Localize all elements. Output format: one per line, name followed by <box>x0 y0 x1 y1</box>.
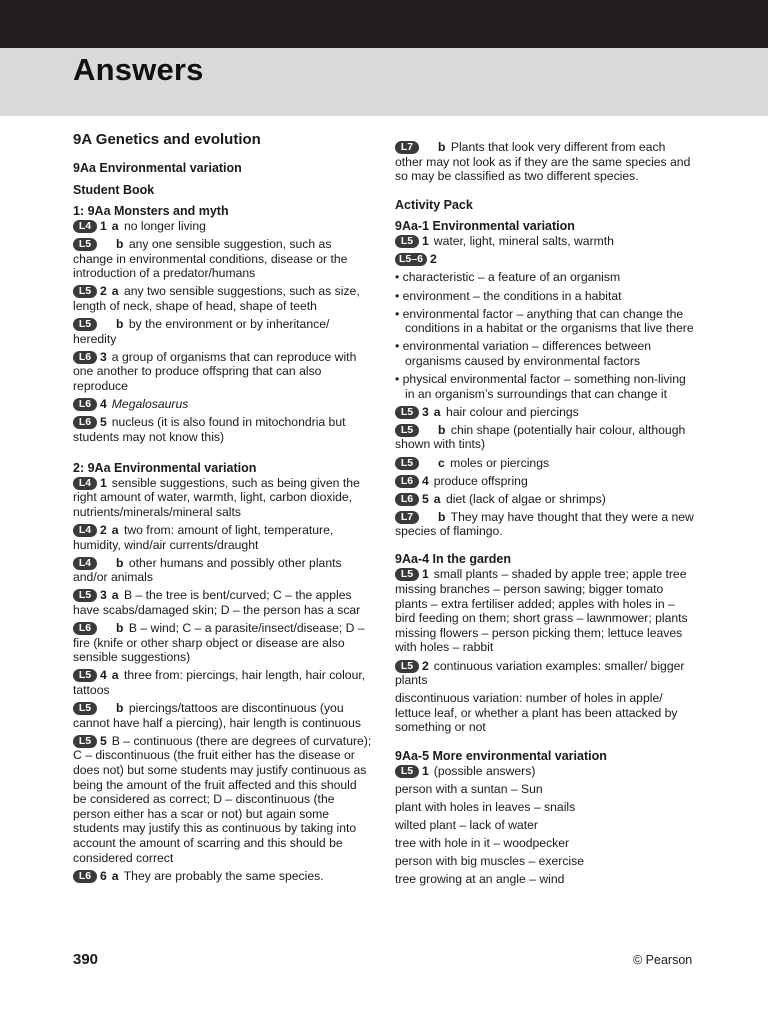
answer-text: Megalosaurus <box>111 397 189 412</box>
sub-question-letter: b <box>116 701 124 716</box>
answer-item <box>395 474 695 489</box>
answer-item <box>395 456 695 471</box>
answer-item <box>73 219 373 234</box>
answer-item <box>73 237 373 281</box>
sub-question-letter: b <box>438 422 446 437</box>
level-badge: L4 <box>73 477 97 490</box>
answer-text: hair colour and piercings <box>445 404 579 419</box>
bullet-item: • physical environmental factor – something non-living in an organism’s surroundings that can change it <box>395 372 686 401</box>
sub-question-letter: b <box>116 621 124 636</box>
answer-text: They are probably the same species. <box>123 868 324 883</box>
answer-text: three from: piercings, hair length, hair colour, tattoos <box>73 668 366 698</box>
book-title: Student Book <box>73 183 155 197</box>
question-number: 4 <box>100 397 107 412</box>
answer-note: discontinuous variation: number of holes in apple/ lettuce leaf, or whether a plant has been attacked by something or not <box>395 691 678 735</box>
level-badge: L5 <box>395 660 419 673</box>
answer-text: other humans and possibly other plants and/or animals <box>73 555 342 585</box>
answer-item <box>73 588 373 617</box>
group-title: 9Aa-1 Environmental variation <box>395 219 575 234</box>
left-column <box>73 131 373 887</box>
question-number: 5 <box>100 415 107 430</box>
sub-question-letter: b <box>116 317 124 332</box>
answer-text: B – the tree is bent/curved; C – the apples have scabs/damaged skin; D – the person has a scar <box>73 588 361 618</box>
answer-text: no longer living <box>123 219 206 233</box>
level-badge: L5 <box>395 765 419 778</box>
bullet-item: • characteristic – a feature of an organism <box>395 270 621 285</box>
answer-text: moles or piercings <box>450 455 550 470</box>
answer-text: diet (lack of algae or shrimps) <box>445 491 606 506</box>
level-badge: L5 <box>73 702 97 715</box>
sub-question-letter: a <box>111 868 119 883</box>
answer-item: L5 1 (possible answers) <box>395 764 695 779</box>
answer-item <box>73 701 373 730</box>
answer-text: small plants – shaded by apple tree; apple tree missing branches – person sawing; bigger tomato plants – extra fertiliser added; apples with holes in – bird feeding on them; short grass – lawnmower; plants missing flowers – person picking them; lettuce leaves with holes – rabbit <box>395 567 688 655</box>
level-badge: L6 <box>73 351 97 364</box>
answer-text: produce offspring <box>433 473 528 488</box>
answer-item <box>395 423 695 452</box>
answer-list <box>395 567 695 687</box>
answer-text: continuous variation examples: smaller/ bigger plants <box>395 658 685 688</box>
answer-text: B – wind; C – a parasite/insect/disease; D – fire (knife or other sharp object or disease are also sensible suggestions) <box>73 621 365 665</box>
level-badge: L7 <box>395 141 419 154</box>
definition-list <box>395 270 695 401</box>
level-badge: L5 <box>73 318 97 331</box>
bullet-item: • environment – the conditions in a habitat <box>395 288 622 303</box>
sub-question-letter: a <box>111 588 119 603</box>
level-badge: L4 <box>73 220 97 233</box>
question-number: 2 <box>100 523 107 538</box>
question-number: 3 <box>100 588 107 603</box>
level-badge: L6 <box>395 493 419 506</box>
sub-question-letter: a <box>111 284 119 299</box>
answer-line: wilted plant – lack of water <box>395 817 538 832</box>
bullet-item: • environmental factor – anything that can change the conditions in a habitat or the organisms that live there <box>395 306 694 336</box>
answer-item <box>73 476 373 520</box>
answer-text: any one sensible suggestion, such as change in environmental conditions, disease or the introduction of a predator/humans <box>73 237 348 281</box>
answer-text: two from: amount of light, temperature, humidity, wind/air currents/draught <box>73 523 334 552</box>
question-number: 1 <box>100 219 107 233</box>
level-badge: L5 <box>73 589 97 602</box>
sub-question-letter: a <box>111 219 119 233</box>
bullet-item: • environmental variation – differences between organisms caused by environmental factors <box>395 339 652 368</box>
answer-text: by the environment or by inheritance/ heredity <box>73 317 330 346</box>
answer-item <box>73 317 373 346</box>
answer-item <box>395 567 695 655</box>
answer-line: plant with holes in leaves – snails <box>395 799 576 814</box>
right-column <box>395 140 695 890</box>
question-number: 3 <box>422 404 429 419</box>
answer-text: sensible suggestions, such as being given the right amount of water, warmth, light, carbon dioxide, nutrients/minerals/mineral salts <box>73 475 360 519</box>
page-number: 390 <box>73 951 99 968</box>
answer-lines <box>395 782 695 887</box>
copyright: © Pearson <box>633 953 693 967</box>
question-number: 6 <box>100 868 107 883</box>
question-number: 2 <box>422 658 429 673</box>
answer-list <box>73 219 373 444</box>
level-badge: L6 <box>73 870 97 883</box>
answer-item <box>73 869 373 884</box>
answer-item <box>73 284 373 313</box>
answer-text: nucleus (it is also found in mitochondria but students may not know this) <box>73 415 346 444</box>
answer-text: any two sensible suggestions, such as size, length of neck, shape of head, shape of teeth <box>73 284 360 313</box>
page-title: Answers <box>73 52 204 87</box>
section-title: 9A Genetics and evolution <box>73 131 261 148</box>
subsection-title: 9Aa Environmental variation <box>73 161 242 175</box>
level-badge: L6 <box>395 475 419 488</box>
answer-item: L5–6 2 <box>395 252 695 267</box>
answer-item <box>73 556 373 585</box>
answer-item <box>73 415 373 444</box>
question-number: 2 <box>100 284 107 299</box>
level-badge: L5–6 <box>395 253 427 266</box>
level-badge: L6 <box>73 622 97 635</box>
answer-text: They may have thought that they were a new species of flamingo. <box>395 509 694 539</box>
sub-question-letter: b <box>116 555 124 570</box>
answer-text: a group of organisms that can reproduce with one another to produce offspring that can also reproduce <box>73 349 357 393</box>
sub-question-letter: a <box>433 491 441 506</box>
question-number: 4 <box>422 473 429 488</box>
sub-question-letter: a <box>433 404 441 419</box>
answer-item: L5 1 water, light, mineral salts, warmth <box>395 234 695 249</box>
answer-line: tree growing at an angle – wind <box>395 872 565 887</box>
question-number: 4 <box>100 668 107 683</box>
level-badge: L5 <box>395 457 419 470</box>
level-badge: L4 <box>73 557 97 570</box>
answer-list <box>73 476 373 883</box>
answer-item <box>73 350 373 394</box>
answer-item <box>395 659 695 688</box>
sub-question-letter: a <box>111 523 119 538</box>
group-title: 2: 9Aa Environmental variation <box>73 460 257 475</box>
question-number: 1 <box>422 567 429 582</box>
level-badge: L5 <box>395 424 419 437</box>
level-badge: L5 <box>73 735 97 748</box>
answer-text: chin shape (potentially hair colour, although shown with tints) <box>395 422 686 452</box>
question-number: 5 <box>422 491 429 506</box>
answer-text: B – continuous (there are degrees of curvature); C – discontinuous (the fruit either has the disease or does not) but some students may justify continuous as being the amount of the fruit affected and this should be considered as correct; D – discontinuous (the person either has a scar or not) but again some students may justify this as continuous by taking into account the amount of scarring and this should be considered correct <box>73 733 372 865</box>
top-bar <box>0 0 768 48</box>
question-number: 3 <box>100 349 107 364</box>
level-badge: L6 <box>73 398 97 411</box>
level-badge: L5 <box>395 235 419 248</box>
level-badge: L7 <box>395 511 419 524</box>
answer-line: tree with hole in it – woodpecker <box>395 835 570 850</box>
answer-list <box>395 405 695 539</box>
group-title: 1: 9Aa Monsters and myth <box>73 204 229 218</box>
level-badge: L6 <box>73 416 97 429</box>
group-title: 9Aa-5 More environmental variation <box>395 748 607 763</box>
answer-line: person with big muscles – exercise <box>395 853 584 868</box>
answer-item <box>73 734 373 865</box>
answer-text: piercings/tattoos are discontinuous (you cannot have half a piercing), hair length is continuous <box>73 701 361 730</box>
level-badge: L5 <box>395 568 419 581</box>
answer-item <box>73 621 373 665</box>
answer-item <box>395 492 695 507</box>
level-badge: L5 <box>73 238 97 251</box>
level-badge: L5 <box>395 406 419 419</box>
level-badge: L5 <box>73 669 97 682</box>
sub-question-letter: a <box>111 668 119 683</box>
sub-question-letter: c <box>438 455 445 470</box>
activity-pack-title: Activity Pack <box>395 198 473 213</box>
answer-line: person with a suntan – Sun <box>395 781 543 796</box>
sub-question-letter: b <box>116 237 124 252</box>
answer-item <box>73 397 373 412</box>
level-badge: L5 <box>73 285 97 298</box>
answer-item <box>73 523 373 552</box>
answer-item <box>73 668 373 697</box>
question-number: 1 <box>100 475 107 490</box>
question-number: 5 <box>100 733 107 748</box>
answer-item: L7 b Plants that look very different from each other may not look as if they are the same species and so may be classified as two different species. <box>395 140 691 184</box>
level-badge: L4 <box>73 524 97 537</box>
group-title: 9Aa-4 In the garden <box>395 552 511 567</box>
sub-question-letter: b <box>438 509 446 524</box>
answer-item <box>395 405 695 420</box>
answer-item <box>395 510 695 539</box>
